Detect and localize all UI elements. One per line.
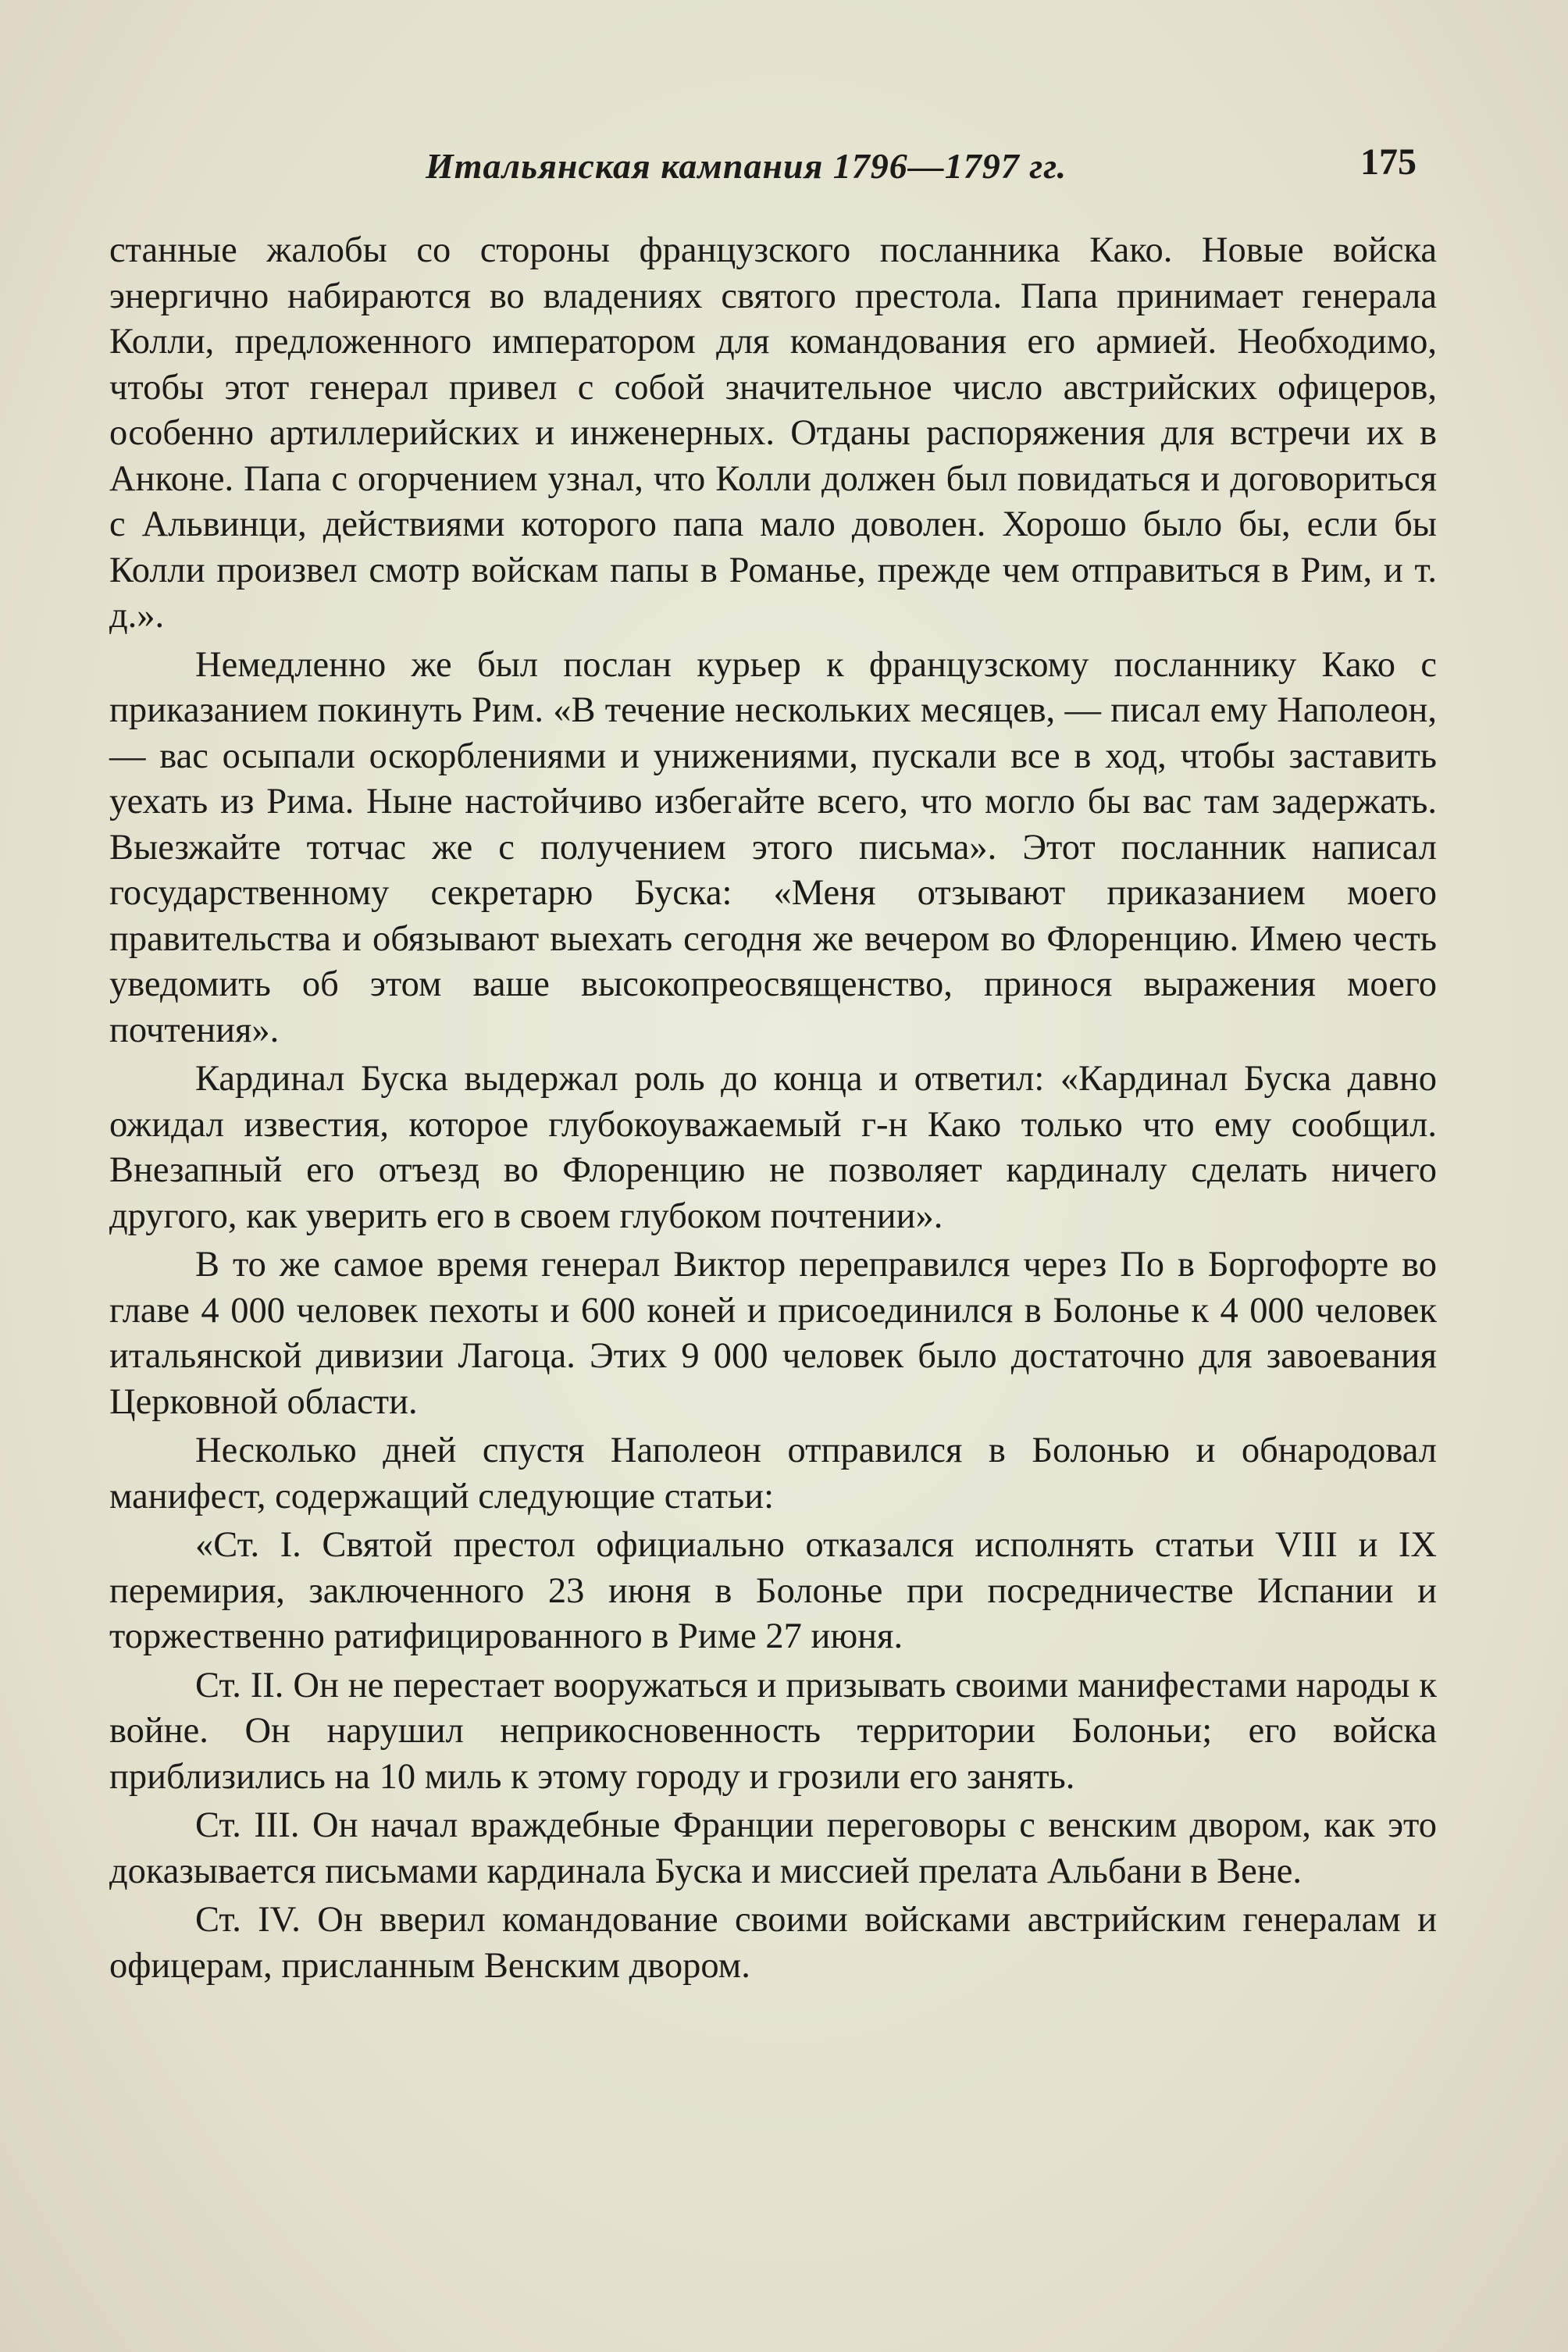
running-head xyxy=(109,141,1421,195)
paragraph: Немедленно же был послан курьер к французскому посланнику Како с приказанием покинуть Рим. «В течение нескольких месяцев, — писал ему Наполеон, — вас осыпали оскорблениями и унижениями, пускали все в ход, чтобы заставить уехать из Рима. Ныне настойчиво избегайте всего, что могло бы вас там задержать. Выезжайте тотчас же с получением этого письма». Этот посланник написал государственному секретарю Буска: «Меня отзывают приказанием моего правительства и обязывают выехать сегодня же вечером во Флоренцию. Имею честь уведомить об этом ваше высокопреосвященство, принося выражения моего почтения». xyxy=(109,644,1437,1050)
paragraph: В то же самое время генерал Виктор переправился через По в Боргофорте во главе 4 000 человек пехоты и 600 коней и присоединился в Болонье к 4 000 человек итальянской дивизии Лагоца. Этих 9 000 человек было достаточно для завоевания Церковной области. xyxy=(109,1245,1437,1422)
article-paragraph: Ст. III. Он начал враждебные Франции переговоры с венским двором, как это доказывается письмами кардинала Буска и миссией прелата Альбани в Вене. xyxy=(109,1805,1437,1891)
page-number: 175 xyxy=(1360,141,1417,183)
paragraph: Несколько дней спустя Наполеон отправился в Болонью и обнародовал манифест, содержащий следующие статьи: xyxy=(109,1431,1437,1516)
running-title: Итальянская кампания 1796—1797 гг. xyxy=(426,146,1067,186)
body-text xyxy=(109,228,1437,1989)
paragraph: Кардинал Буска выдержал роль до конца и ответил: «Кардинал Буска давно ожидал известия, которое глубокоуважаемый г-н Како только что ему сообщил. Внезапный его отъезд во Флоренцию не позволяет кардиналу сделать ничего другого, как уверить его в своем глубоком почтении». xyxy=(109,1059,1437,1236)
article-paragraph: Ст. II. Он не перестает вооружаться и призывать своими манифестами народы к войне. Он нарушил неприкосновенность территории Болоньи; его войска приблизились на 10 миль к этому городу и грозили его занять. xyxy=(109,1665,1437,1797)
article-paragraph: «Ст. I. Святой престол официально отказался исполнять статьи VIII и IX перемирия, заключенного 23 июня в Болонье при посредничестве Испании и торжественно ратифицированного в Риме 27 июня. xyxy=(109,1525,1437,1656)
paragraph: станные жалобы со стороны французского посланника Како. Новые войска энергично набираются во владениях святого престола. Папа принимает генерала Колли, предложенного императором для командования его армией. Необходимо, чтобы этот генерал привел с собой значительное число австрийских офицеров, особенно артиллерийских и инженерных. Отданы распоряжения для встречи их в Анконе. Папа с огорчением узнал, что Колли должен был повидаться и договориться с Альвинци, действиями которого папа мало доволен. Хорошо было бы, если бы Колли произвел смотр войскам папы в Романье, прежде чем отправиться в Рим, и т. д.». xyxy=(109,230,1437,636)
article-paragraph: Ст. IV. Он вверил командование своими войсками австрийским генералам и офицерам, присланным Венским двором. xyxy=(109,1900,1437,1986)
